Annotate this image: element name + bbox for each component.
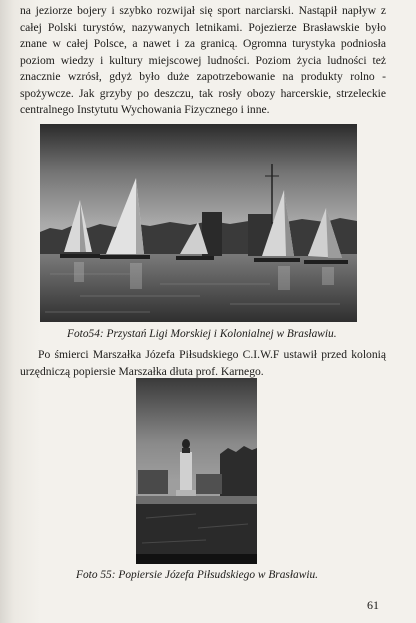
photo-caption-1: Foto54: Przystań Ligi Morskiej i Kolonialnej w Brasławiu. <box>67 328 337 340</box>
body-paragraph-2: Po śmierci Marszałka Józefa Piłsudskiego C.I.W.F ustawił przed kolonią urzędniczą popiersie Marszałka dłuta prof. Karnego. <box>20 348 386 378</box>
photo-pilsudski-bust <box>136 378 257 564</box>
photo-caption-2: Foto 55: Popiersie Józefa Piłsudskiego w Brasławiu. <box>76 569 319 581</box>
page-number: 61 <box>367 598 379 612</box>
photo-marina-sailboats <box>40 124 357 322</box>
body-paragraph-1: na jeziorze bojery i szybko rozwijał się sport narciarski. Nastąpił napływ z całej Polski turystów, nazywanych letnikami. Pojezierze Brasławskie było znane w całej Polsce, a nawet i za granicą. Ogromna turystyka podniosła poziom wiedzy i kultury miejscowej ludności. Poziom życia ludności też znacznie wzrósł, gdyż było duże zapotrzebowanie na produkty rolno - spożywcze. Jak grzyby po deszczu, tak rosły obozy harcerskie, strzeleckie centralnego Instytutu Wychowania Fizycznego i inne. <box>20 4 386 116</box>
